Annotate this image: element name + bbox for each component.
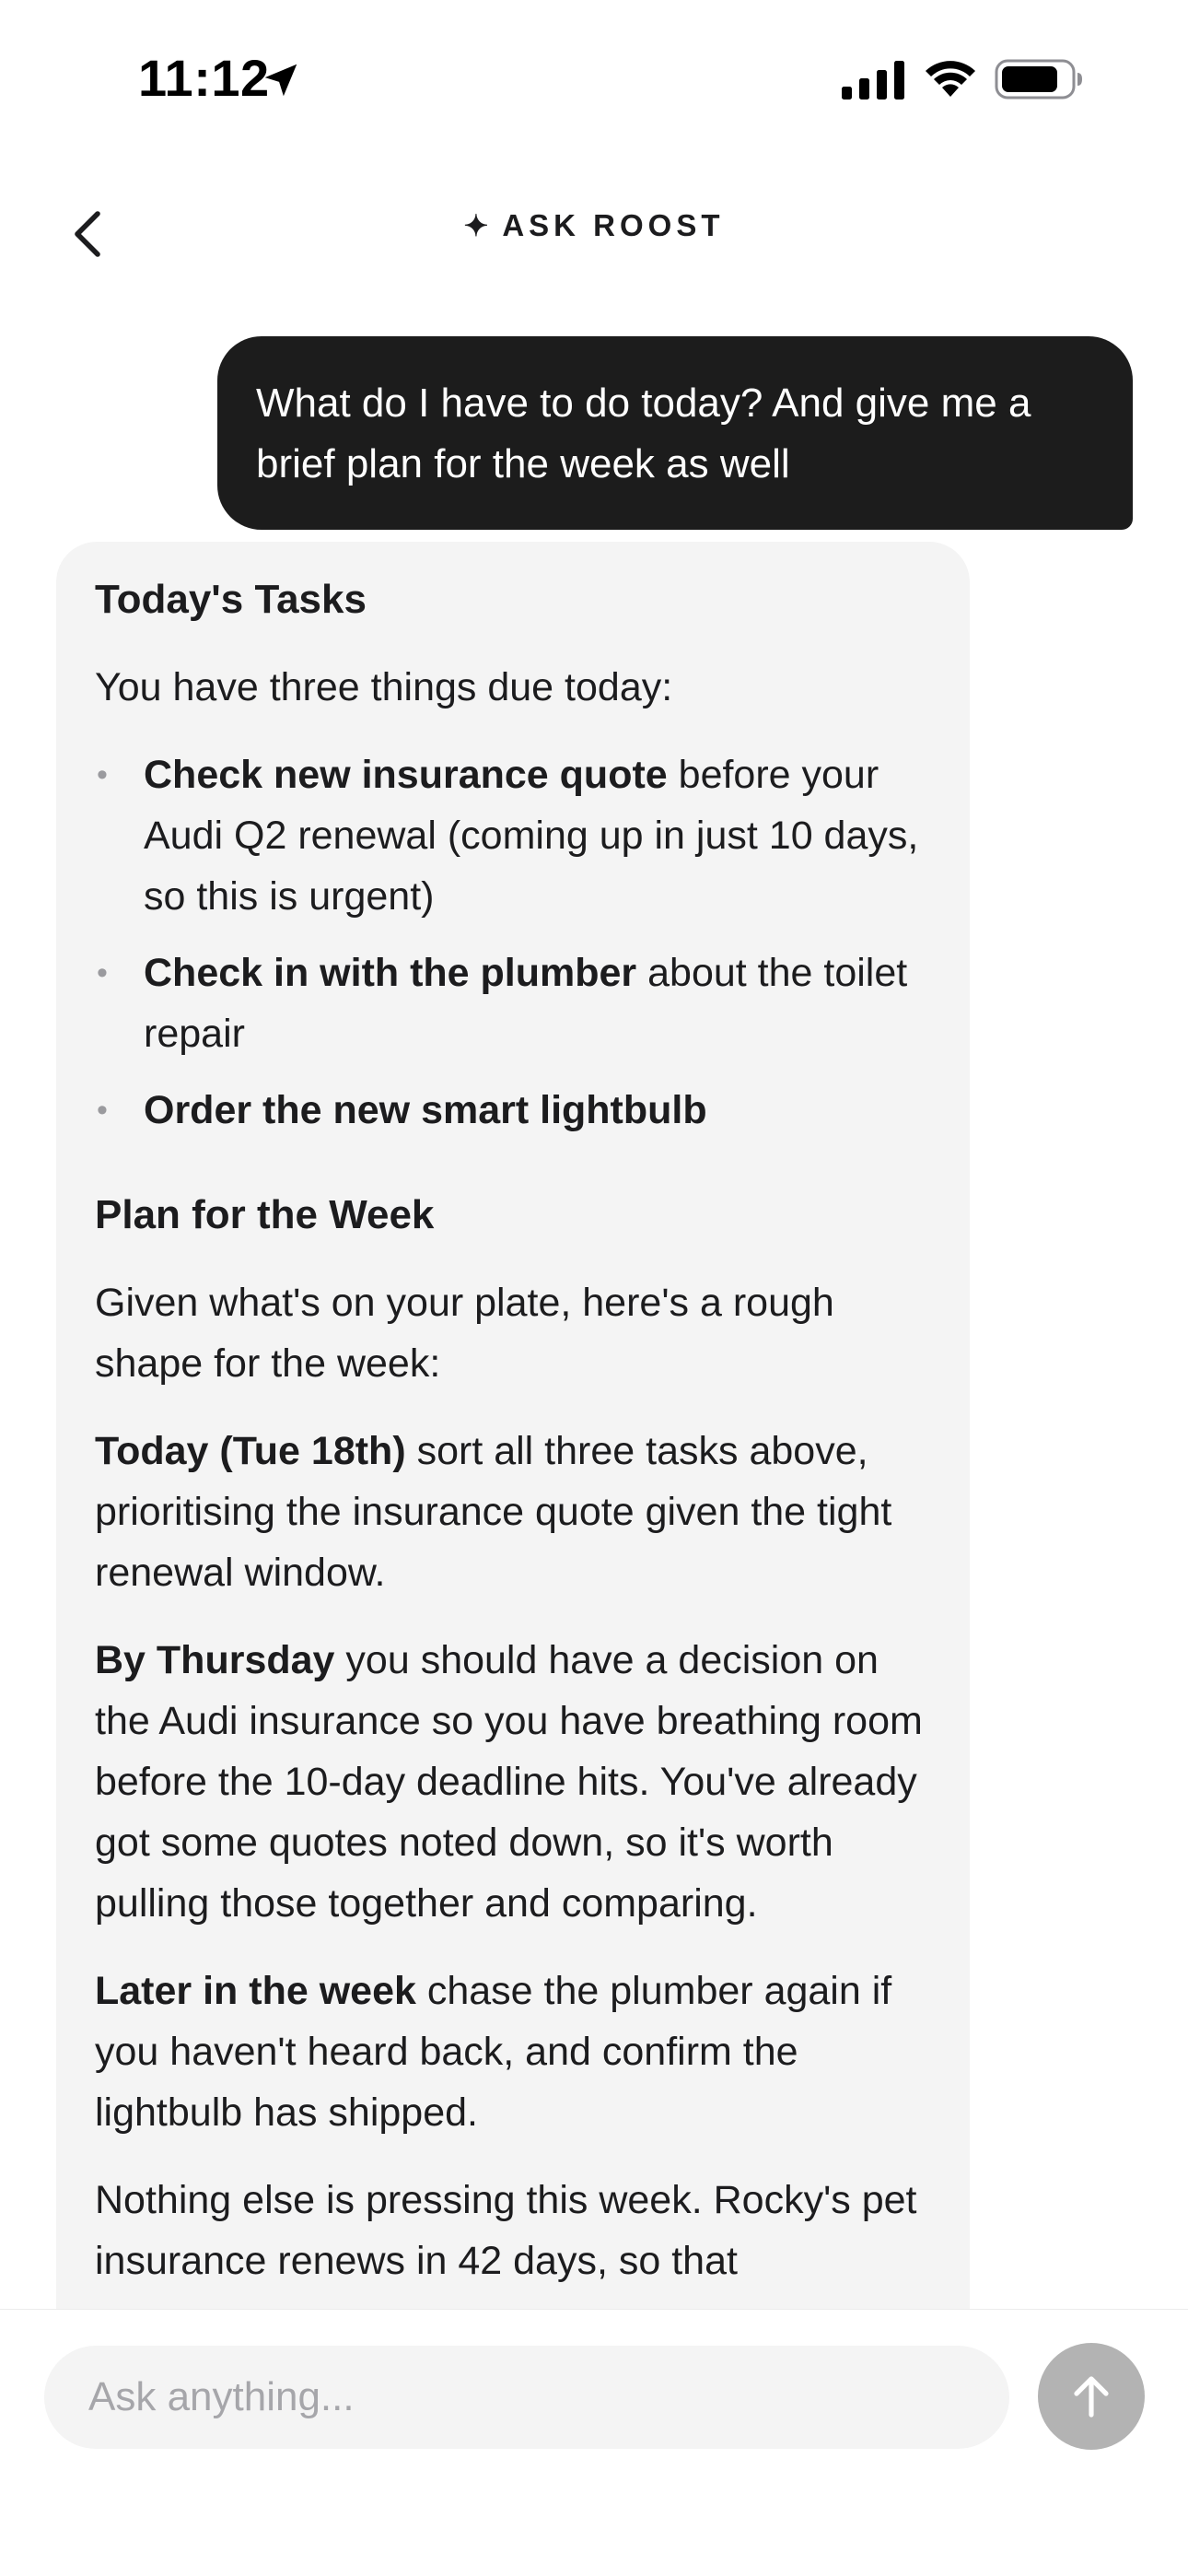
location-arrow-icon	[260, 59, 302, 101]
chat-thread[interactable]	[0, 276, 1188, 2309]
task-item	[95, 943, 931, 1064]
task-item	[95, 1080, 931, 1141]
page-title	[0, 208, 1188, 243]
status-bar	[0, 0, 1188, 157]
plan-label: Later in the week	[95, 1969, 416, 2013]
message-composer	[0, 2309, 1188, 2576]
bullet-icon: •	[97, 757, 108, 792]
task-item	[95, 744, 931, 927]
assistant-message-bubble	[56, 542, 970, 2309]
plan-paragraph	[95, 1421, 931, 1603]
send-button[interactable]	[1038, 2343, 1145, 2450]
plan-detail: you should have a decision on the Audi insurance so you have breathing room before the 10-day deadline hits. You've already got some quotes noted down, so it's worth pulling those together and comparing.	[95, 1638, 923, 1926]
plan-detail: chase the plumber again if you haven't heard back, and confirm the lightbulb has shipped.	[95, 1969, 892, 2135]
nav-header	[0, 184, 1188, 276]
bullet-icon: •	[97, 955, 108, 990]
wifi-icon	[923, 57, 978, 100]
week-intro-text: Given what's on your plate, here's a rough shape for the week:	[95, 1281, 834, 1386]
task-title: Order the new smart lightbulb	[144, 1088, 707, 1132]
user-message-bubble	[217, 336, 1133, 530]
closing-paragraph: Nothing else is pressing this week. Rocky's pet insurance renews in 42 days, so that	[95, 2178, 917, 2283]
sparkle-icon: ✦	[463, 209, 494, 242]
cellular-signal-icon	[842, 61, 904, 100]
arrow-up-icon	[1069, 2372, 1113, 2420]
today-intro-text: You have three things due today:	[95, 665, 673, 709]
battery-icon	[995, 57, 1083, 101]
task-title: Check new insurance quote	[144, 753, 668, 797]
user-message-text: What do I have to do today? And give me a brief plan for the week as well	[256, 381, 1031, 486]
bullet-icon: •	[97, 1093, 108, 1128]
page-title-text: ASK ROOST	[502, 208, 725, 242]
ask-input[interactable]	[44, 2346, 1009, 2449]
plan-label: By Thursday	[95, 1638, 335, 1682]
plan-label: Today (Tue 18th)	[95, 1429, 406, 1473]
today-tasks-heading: Today's Tasks	[95, 577, 367, 622]
plan-detail: sort all three tasks above, prioritising the insurance quote given the tight renewal window.	[95, 1429, 892, 1595]
task-detail: before your Audi Q2 renewal (coming up in just 10 days, so this is urgent)	[144, 753, 919, 919]
plan-paragraph	[95, 1961, 931, 2143]
status-time: 11:12	[138, 49, 270, 107]
task-title: Check in with the plumber	[144, 951, 637, 995]
today-task-list	[95, 744, 931, 1141]
plan-paragraph	[95, 1630, 931, 1934]
task-detail: about the toilet repair	[144, 951, 908, 1056]
week-plan-heading: Plan for the Week	[95, 1192, 435, 1237]
